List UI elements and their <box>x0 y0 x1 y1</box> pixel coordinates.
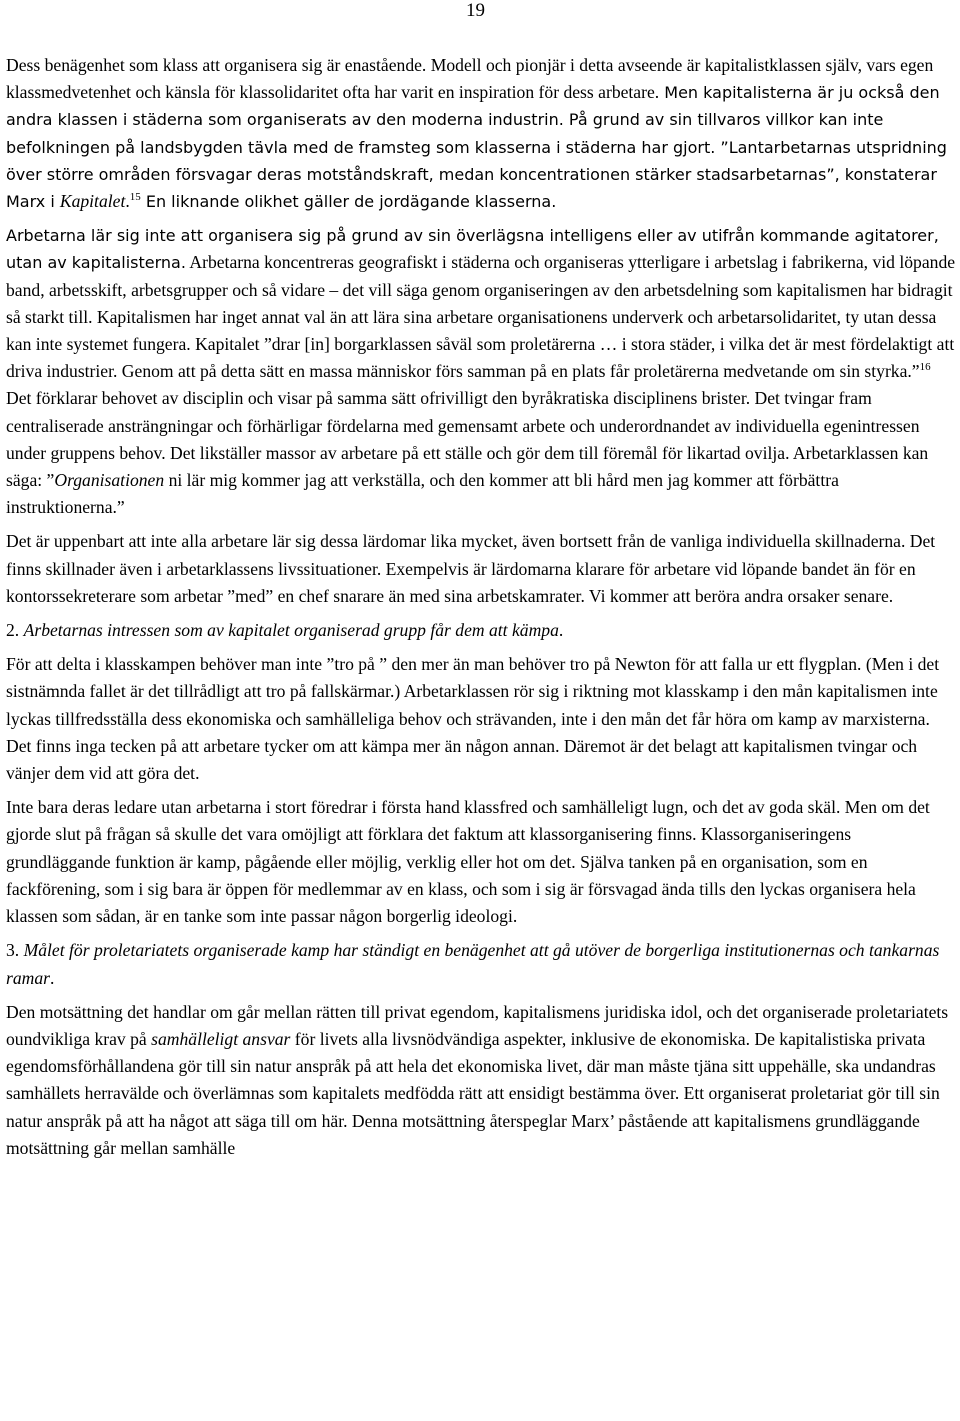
paragraph-6-part-a: Den motsättning det handlar om går mellan rätten till privat egendom, kapitalismens juridiska idol, och det organiserade proletariatets oundvikliga krav på <box>6 1001 949 1049</box>
paragraph-1-part-a: Dess benägenhet som klass att organisera sig är enastående. Modell och pionjär i detta avseende är kapitalistklassen själv, vars egen klassmedvetenhet och känsla för klassolidaritet ofta har varit en inspiration för dess arbetare. <box>6 55 934 103</box>
paragraph-6-part-c: för livets alla livsnödvändiga aspekter, inklusive de ekonomiska. De kapitalistiska privata egendomsförhållandena gör till sin natur anspråk på att hela det ekonomiska livet, där man måste tjäna sitt uppehälle, ska undandras samhällets herravälde och överlämnas som kapitalets medfödda rätt att ensidigt bestämma över. Ett organiserat proletariat gör till sin natur anspråk på att ha något att säga till om här. Denna motsättning återspeglar Marx’ påstående att kapitalismens grundläggande motsättning går mellan samhälle <box>6 1028 940 1158</box>
section-heading-2-title: Arbetarnas intressen som av kapitalet organiserad grupp får dem att kämpa <box>23 620 559 641</box>
footnote-ref-16[interactable]: 16 <box>919 361 931 374</box>
paragraph-1-part-d: . <box>125 191 130 212</box>
paragraph-6-italic-samhalleligt-ansvar: samhälleligt ansvar <box>151 1028 291 1049</box>
paragraph-6 <box>6 999 956 1162</box>
section-heading-3 <box>6 937 956 991</box>
paragraph-2-part-a: Arbetarna lär sig inte att organisera sig på grund av sin överlägsna intelligens eller av utifrån kommande agitatorer, utan av kapitalisterna. <box>6 226 939 273</box>
section-heading-3-title: Målet för proletariatets organiserade kamp har ständigt en benägenhet att gå utöver de borgerliga institutionernas och tankarnas ramar <box>6 940 940 988</box>
paragraph-5: Inte bara deras ledare utan arbetarna i stort föredrar i första hand klassfred och samhälleligt lugn, och det av goda skäl. Men om det gjorde slut på frågan så skulle det vara omöjligt att förklara det faktum att klassorganisering finns. Klassorganiseringens grundläggande funktion är kamp, pågående eller möjlig, verklig eller hot om det. Själva tanken på en organisation, som en fackförening, som i sig bara är öppen för medlemmar av en klass, och som i sig är försvagad ända tills den lyckas organisera hela klassen som sådan, är en tanke som inte passar någon borgerlig ideologi. <box>6 797 930 927</box>
section-heading-2-end: . <box>558 620 564 641</box>
section-heading-2-number: 2. <box>6 620 24 641</box>
paragraph-1-italic-kapitalet: Kapitalet <box>59 191 126 212</box>
paragraph-2-part-b: Arbetarna koncentreras geografiskt i städerna och organiseras ytterligare i arbetslag i fabrikerna, vid löpande band, arbetsskift, arbetsgrupper och så vidare – det vill säga genom organiseringen av den arbetsdelning som kapitalismen har bidragit så starkt till. Kapitalismen har inget annat val än att lära sina arbetare organisationens underverk och arbetarsolidaritet, ty utan dessa kan inte systemet fungera. Kapitalet ”drar [in] borgarklassen såväl som proletärerna … i stora städer, i vilka det är mest fördelaktigt att driva industrier. Genom att på detta sätt en massa människor förs samman på en plats får proletärerna medvetande om sin styrka.” <box>6 252 956 382</box>
footnote-ref-15[interactable]: 15 <box>129 191 141 204</box>
paragraph-2 <box>6 222 956 521</box>
section-heading-3-number: 3. <box>6 940 24 961</box>
paragraph-1-part-b: Men kapitalisterna är ju också den andra klassen i städerna som organiserats av den moderna industrin. På grund av sin tillvaros villkor kan inte befolkningen på landsbygden tävla med de framsteg som klasserna i städerna har gjort. ”Lantarbetarnas utspridning över större områden försvagar deras motståndskraft, medan koncentrationen stärker stadsarbetarnas”, konstaterar Marx i <box>6 83 947 212</box>
section-heading-2 <box>6 617 956 644</box>
page-number: 19 <box>466 0 485 21</box>
paragraph-2-italic-organisationen: Organisationen <box>54 470 165 491</box>
section-heading-3-end: . <box>50 967 55 988</box>
paragraph-1 <box>6 52 956 215</box>
paragraph-1-part-e: En liknande olikhet gäller de jordägande klasserna. <box>140 192 557 212</box>
paragraph-2-part-c: Det förklarar behovet av disciplin och visar på samma sätt ofrivilligt den byråkratiska disciplinens brister. Det tvingar fram centraliserade ansträngningar och förhärligar fördelarna med gemensamt arbete och underordnandet av individuella egenintressen under gruppens behov. Det likställer massor av arbetare på ett ställe och gör dem till föremål för likartad ovilja. Arbetarklassen kan säga: ” <box>6 388 929 491</box>
paragraph-3: Det är uppenbart att inte alla arbetare lär sig dessa lärdomar lika mycket, även bortsett från de vanliga individuella skillnaderna. Det finns skillnader även i arbetarklassens livssituationer. Exempelvis är lärdomarna klarare för arbetare vid löpande bandet än för en kontorssekreterare som arbetar ”med” en chef snarare än med sina arbetskamrater. Vi kommer att beröra andra orsaker senare. <box>6 531 936 606</box>
page-body <box>6 52 956 1162</box>
paragraph-4: För att delta i klasskampen behöver man inte ”tro på ” den mer än man behöver tro på Newton för att falla ur ett flygplan. (Men i det sistnämnda fallet är det tillrådligt att tro på fallskärmar.) Arbetarklassen rör sig i riktning mot klasskamp i den mån kapitalismen inte lyckas tillfredsställa dess ekonomiska och samhälleliga behov och strävanden, inte i den mån det får höra om kamp av marxisterna. Det finns inga tecken på att arbetare tycker om att kämpa mer än någon annan. Däremot är det belagt att kapitalismen tvingar och vänjer dem vid att göra det. <box>6 654 940 784</box>
paragraph-2-part-e: ni lär mig kommer jag att verkställa, och den kommer att bli hård men jag kommer att förbättra instruktionerna.” <box>6 470 839 518</box>
